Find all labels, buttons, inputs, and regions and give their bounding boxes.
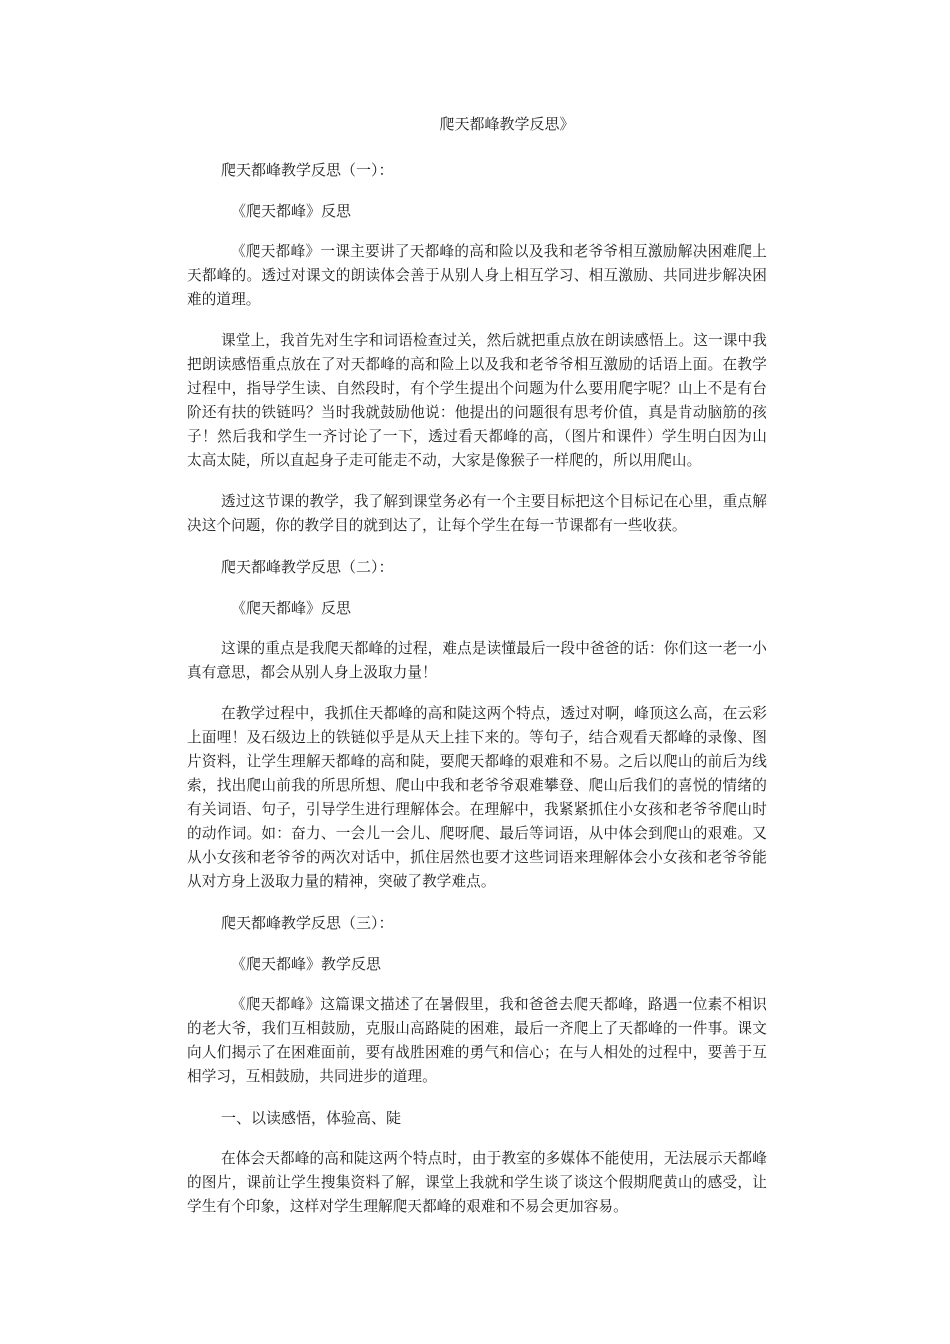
paragraph: 透过这节课的教学，我了解到课堂务必有一个主要目标把这个目标记在心里，重点解决这个问题，你的教学目的就到达了，让每个学生在每一节课都有一些收获。 <box>187 493 767 534</box>
paragraph: 《爬天都峰》这篇课文描述了在暑假里，我和爸爸去爬天都峰，路遇一位素不相识的老大爷，我们互相鼓励，克服山高路陡的困难，最后一齐爬上了天都峰的一件事。课文向人们揭示了在困难面前，要有战胜困难的勇气和信心；在与人相处的过程中，要善于互相学习，互相鼓励，共同进步的道理。 <box>187 996 767 1085</box>
subsection-heading: 一、以读感悟，体验高、陡 <box>221 1109 402 1127</box>
section-subheading-3: 《爬天都峰》教学反思 <box>231 955 382 973</box>
document-page <box>187 112 767 1236</box>
paragraph: 这课的重点是我爬天都峰的过程，难点是读懂最后一段中爸爸的话：你们这一老一小真有意思，都会从别人身上汲取力量！ <box>187 640 767 681</box>
section-subheading-1: 《爬天都峰》反思 <box>231 202 352 220</box>
paragraph: 在体会天都峰的高和陡这两个特点时，由于教室的多媒体不能使用，无法展示天都峰的图片，课前让学生搜集资料了解，课堂上我就和学生谈了谈这个假期爬黄山的感受，让学生有个印象，这样对学生理解爬天都峰的艰难和不易会更加容易。 <box>187 1150 767 1215</box>
paragraph: 《爬天都峰》一课主要讲了天都峰的高和险以及我和老爷爷相互激励解决困难爬上天都峰的。透过对课文的朗读体会善于从别人身上相互学习、相互激励、共同进步解决困难的道理。 <box>187 243 767 308</box>
section-heading-2: 爬天都峰教学反思（二）： <box>221 558 394 576</box>
paragraph: 在教学过程中，我抓住天都峰的高和陡这两个特点，透过对啊，峰顶这么高，在云彩上面哩！及石级边上的铁链似乎是从天上挂下来的。等句子，结合观看天都峰的录像、图片资料，让学生理解天都峰的高和陡，要爬天都峰的艰难和不易。之后以爬山的前后为线索，找出爬山前我的所思所想、爬山中我和老爷爷艰难攀登、爬山后我们的喜悦的情绪的有关词语、句子，引导学生进行理解体会。在理解中，我紧紧抓住小女孩和老爷爷爬山时的动作词。如：奋力、一会儿一会儿、爬呀爬、最后等词语，从中体会到爬山的艰难。又从小女孩和老爷爷的两次对话中，抓住居然也要才这些词语来理解体会小女孩和老爷爷能从对方身上汲取力量的精神，突破了教学难点。 <box>187 705 767 890</box>
section-heading-3: 爬天都峰教学反思（三）： <box>221 914 394 932</box>
paragraph: 课堂上，我首先对生字和词语检查过关，然后就把重点放在朗读感悟上。这一课中我把朗读感悟重点放在了对天都峰的高和险上以及我和老爷爷相互激励的话语上面。在教学过程中，指导学生读、自然段时，有个学生提出个问题为什么要用爬字呢？山上不是有台阶还有扶的铁链吗？当时我就鼓励他说：他提出的问题很有思考价值，真是肯动脑筋的孩子！然后我和学生一齐讨论了一下，透过看天都峰的高，（图片和课件）学生明白因为山太高太陡，所以直起身子走可能走不动，大家是像猴子一样爬的，所以用爬山。 <box>187 332 767 469</box>
document-title: 爬天都峰教学反思》 <box>439 115 575 133</box>
section-subheading-2: 《爬天都峰》反思 <box>231 599 352 617</box>
section-heading-1: 爬天都峰教学反思（一）： <box>221 161 394 179</box>
